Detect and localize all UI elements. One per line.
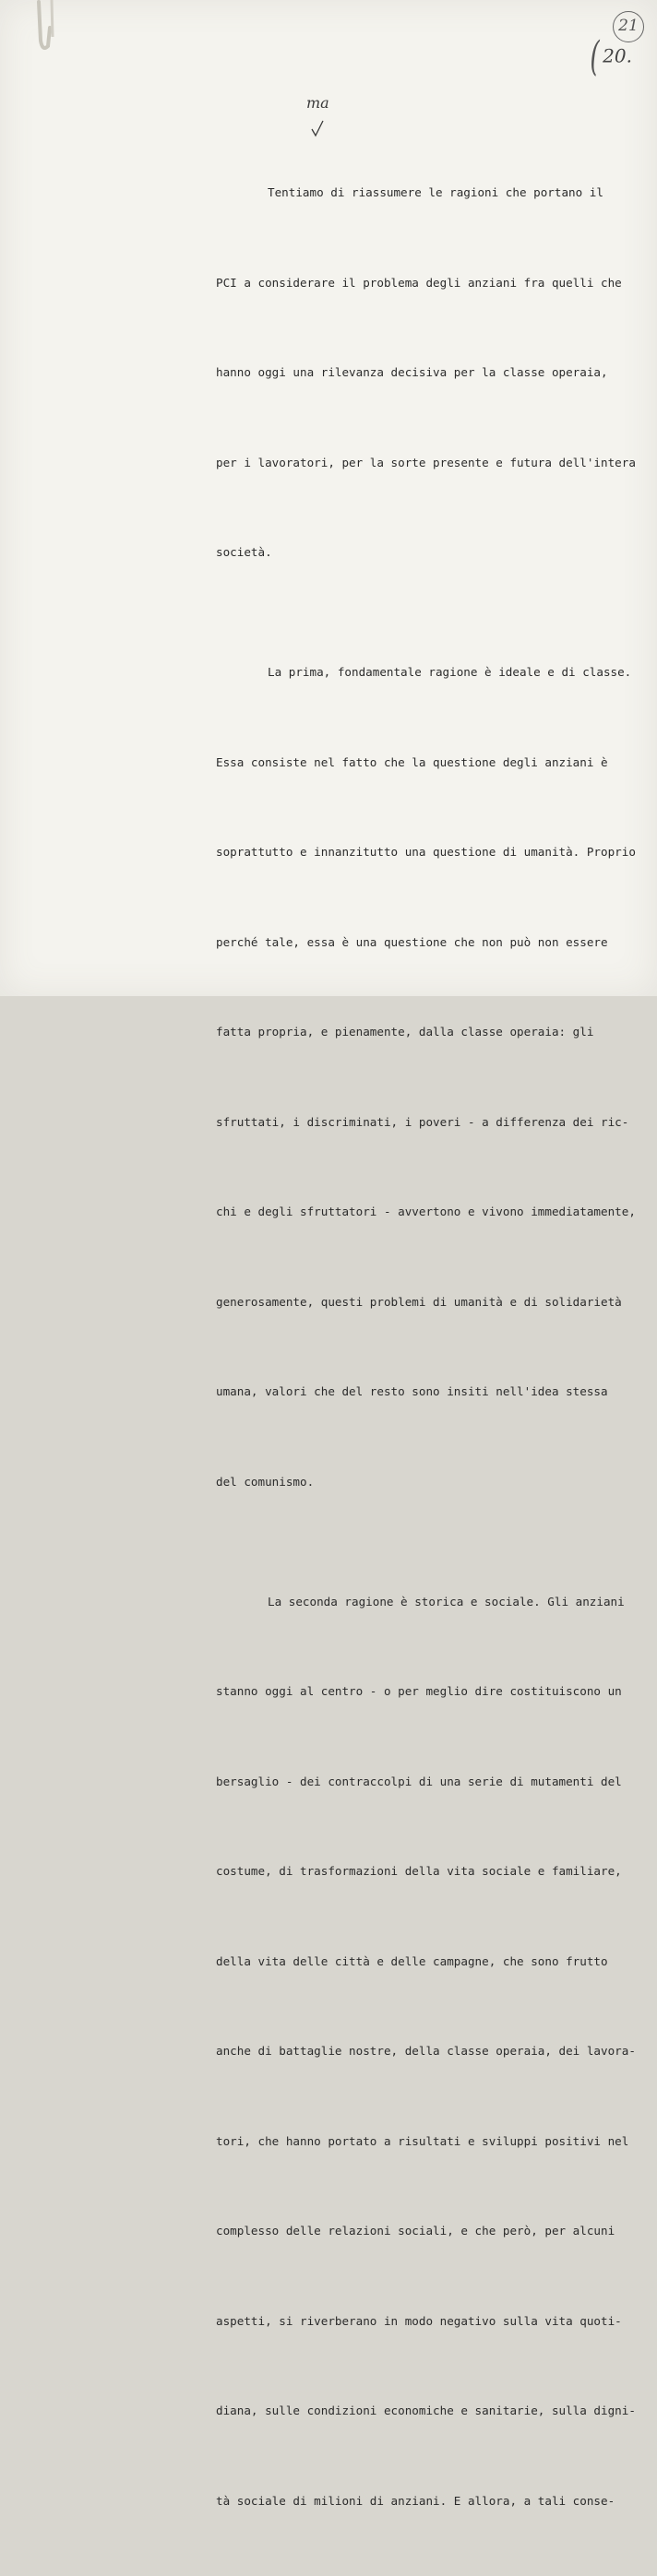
text-line: aspetti, si riverberano in modo negativo sulla vita quoti-: [216, 2313, 622, 2328]
text-line: stanno oggi al centro - o per meglio dire costituiscono un: [216, 1684, 622, 1698]
handwritten-bracket: (: [590, 33, 600, 80]
text-line: società.: [216, 545, 272, 559]
text-line: complesso delle relazioni sociali, e che però, per alcuni: [216, 2224, 615, 2238]
text-line: La seconda ragione è storica e sociale. Gli anziani: [268, 1594, 625, 1609]
text-line: La prima, fondamentale ragione è ideale e di classe.: [268, 665, 632, 679]
text-line: perché tale, essa è una questione che non può non essere: [216, 934, 608, 949]
text-line: tori, che hanno portato a risultati e sviluppi positivi nel: [216, 2133, 629, 2148]
text-line: soprattutto e innanzitutto una questione di umanità. Proprio: [216, 845, 636, 859]
text-line: anche di battaglie nostre, della classe operaia, dei lavora-: [216, 2044, 636, 2058]
text-line: chi e degli sfruttatori - avvertono e vivono immediatamente,: [216, 1205, 636, 1218]
text-line: per i lavoratori, per la sorte presente e futura dell'intera: [216, 455, 636, 469]
text-line: umana, valori che del resto sono insiti nell'idea stessa: [216, 1384, 608, 1398]
circled-page-number: 21: [613, 11, 644, 42]
text-line: Essa consiste nel fatto che la questione degli anziani è: [216, 754, 608, 769]
typewritten-body: [216, 118, 636, 2576]
paper-edge-mark: [35, 0, 55, 55]
handwritten-folio-text: 20.: [603, 44, 632, 67]
text-line: Tentiamo di riassumere le ragioni che portano il: [268, 185, 603, 199]
text-line: fatta propria, e pienamente, dalla classe operaia: gli: [216, 1025, 594, 1039]
text-line: hanno oggi una rilevanza decisiva per la classe operaia,: [216, 365, 608, 379]
text-line: sfruttati, i discriminati, i poveri - a differenza dei ric-: [216, 1114, 629, 1129]
text-line: PCI a considerare il problema degli anziani fra quelli che: [216, 275, 622, 290]
text-line: del comunismo.: [216, 1474, 315, 1489]
text-line: costume, di trasformazioni della vita sociale e familiare,: [216, 1864, 622, 1878]
handwritten-page-number: [587, 33, 632, 80]
text-line: diana, sulle condizioni economiche e sanitarie, sulla digni-: [216, 2404, 636, 2417]
handwritten-insertion: ma: [306, 94, 329, 112]
text-line: bersaglio - dei contraccolpi di una serie di mutamenti del: [216, 1774, 622, 1788]
text-line: tà sociale di milioni di anziani. E allora, a tali conse-: [216, 2493, 615, 2508]
text-line: generosamente, questi problemi di umanità e di solidarietà: [216, 1294, 622, 1309]
text-line: della vita delle città e delle campagne, che sono frutto: [216, 1953, 608, 1968]
